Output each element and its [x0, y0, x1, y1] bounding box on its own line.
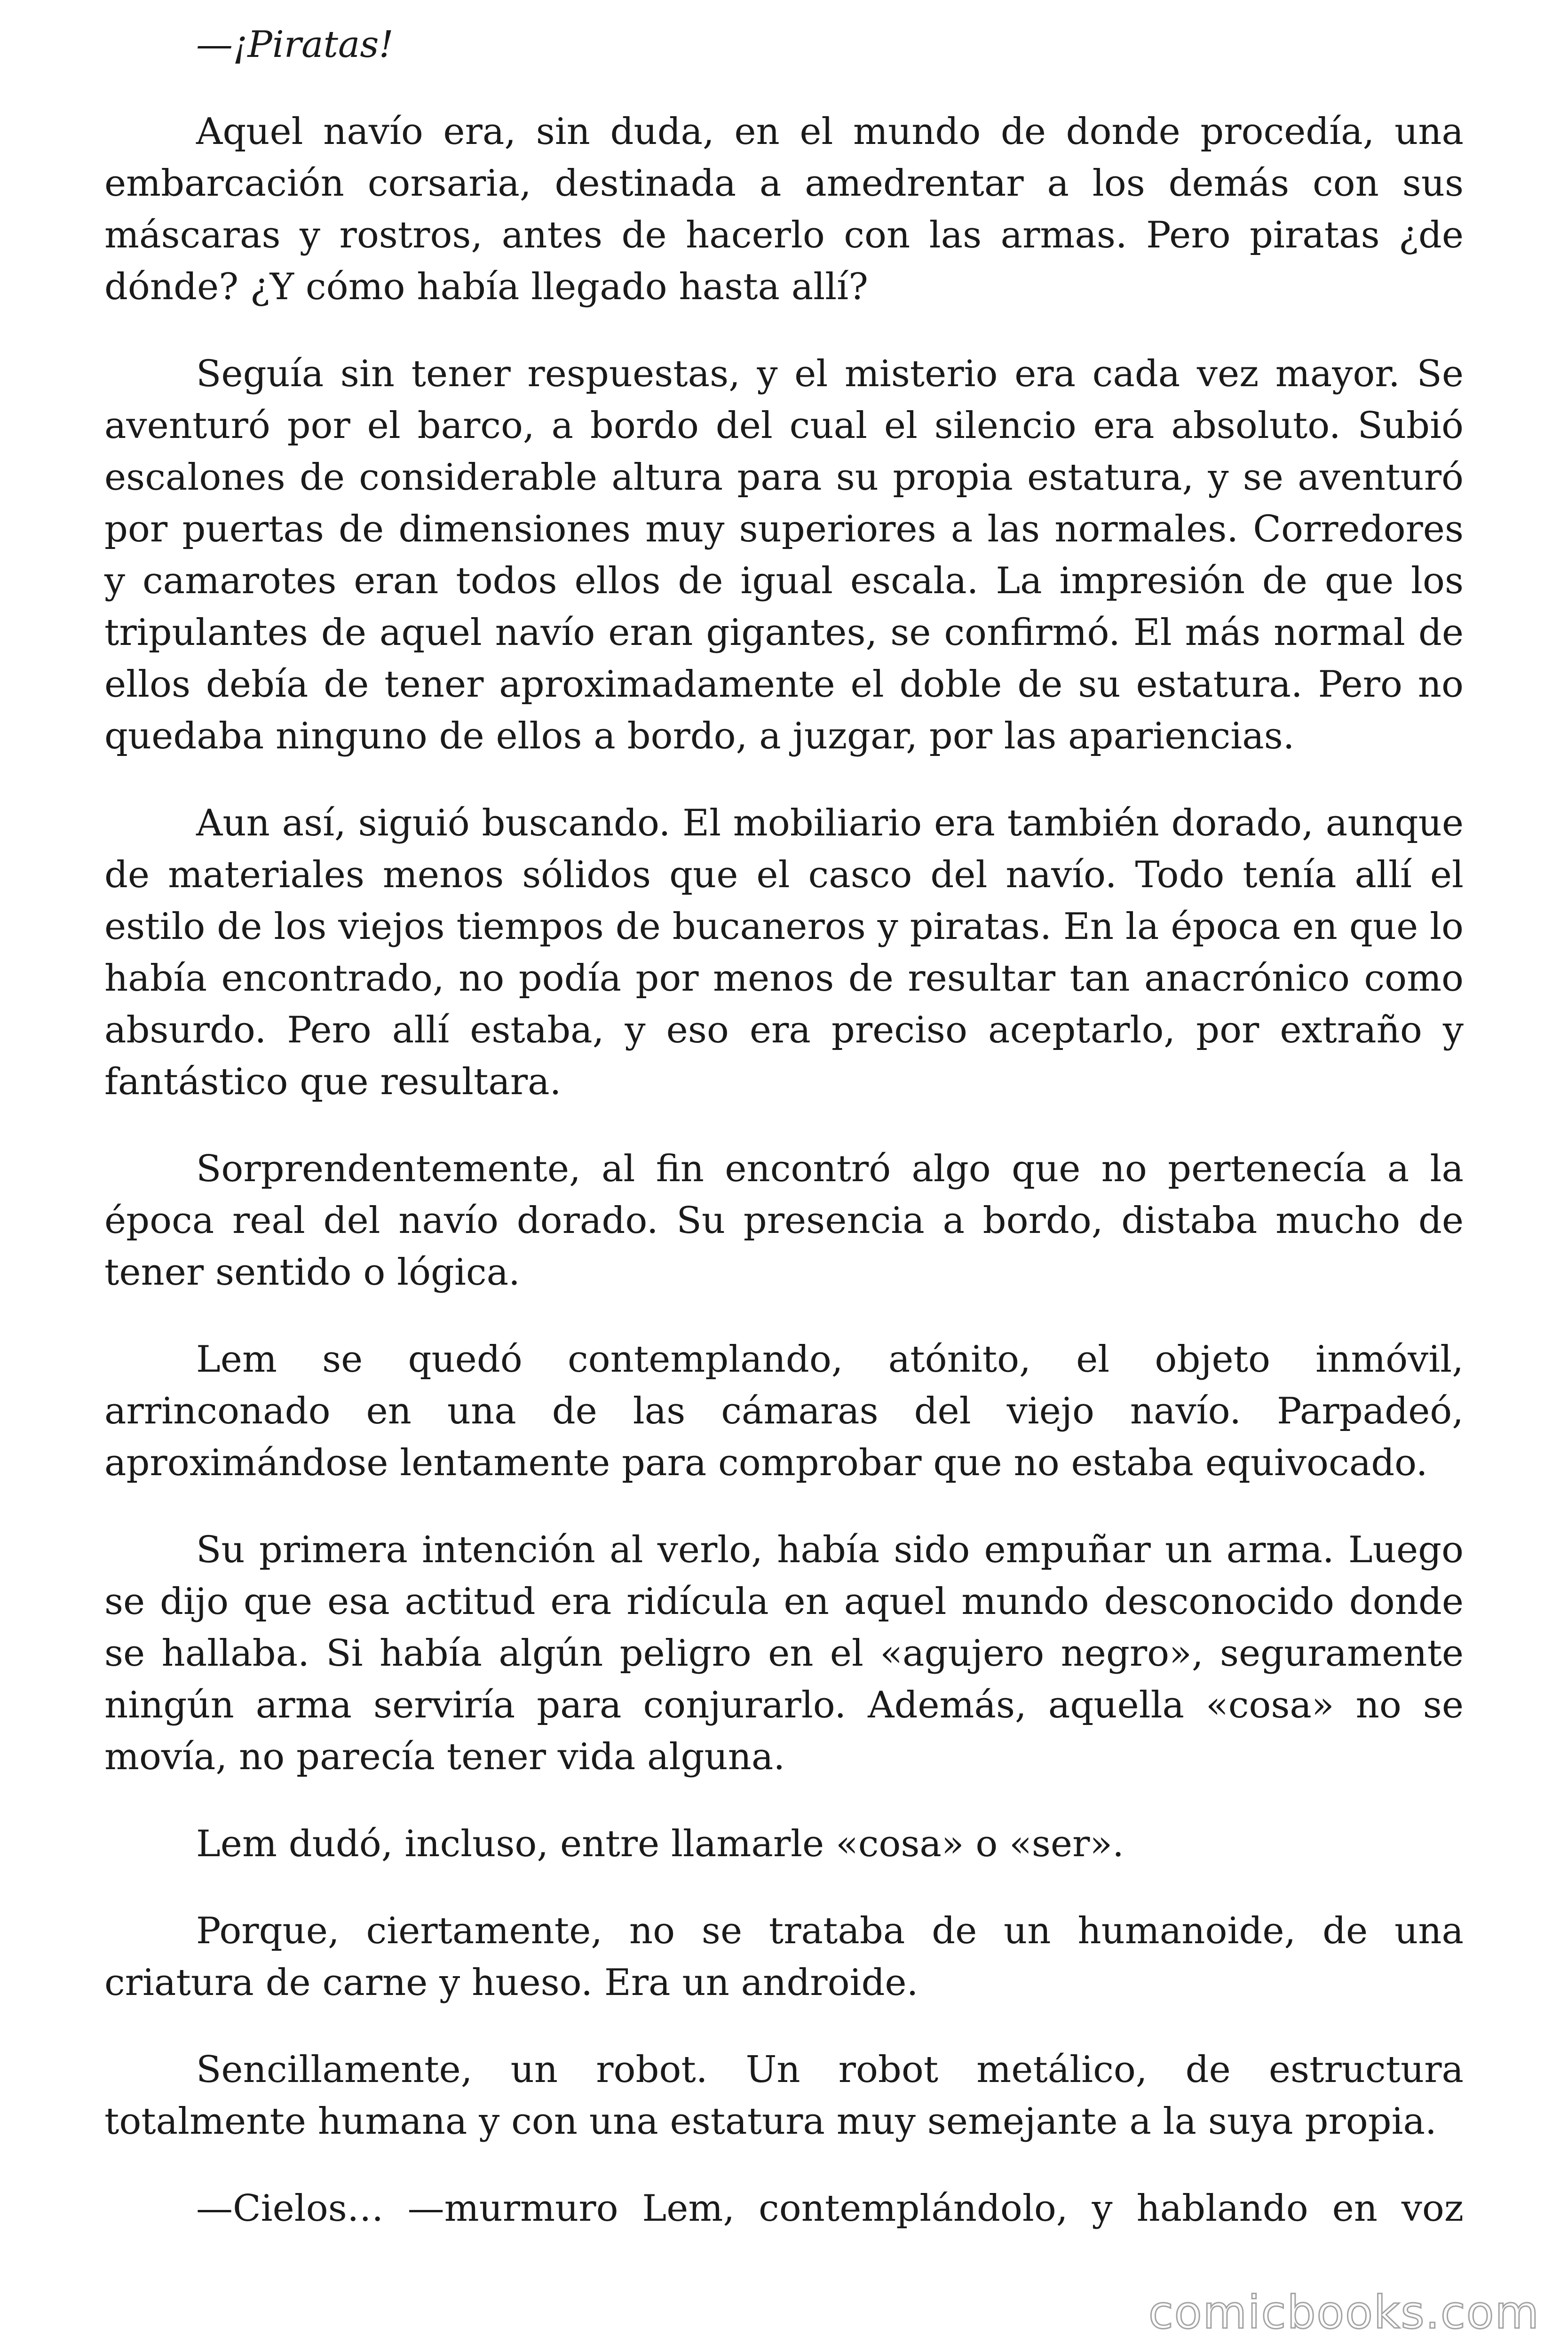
paragraph: Sorprendentemente, al fin encontró algo que no pertenecía a la época real del navío dorado. Su presencia a bordo, distaba mucho de tener sentido o lógica.	[104, 1148, 1464, 1294]
paragraph: Seguía sin tener respuestas, y el misterio era cada vez mayor. Se aventuró por el barco, a bordo del cual el silencio era absoluto. Subió escalones de considerable altura para su propia estatura, y se aventuró por puertas de dimensiones muy superiores a las normales. Corredores y camarotes eran todos ellos de igual escala. La impresión de que los tripulantes de aquel navío eran gigantes, se confirmó. El más normal de ellos debía de tener aproximadamente el doble de su estatura. Pero no quedaba ninguno de ellos a bordo, a juzgar, por las apariencias.	[104, 353, 1464, 757]
paragraph: Lem dudó, incluso, entre llamarle «cosa» o «ser».	[196, 1823, 1124, 1865]
paragraph-continued: —Cielos… —murmuro Lem, contemplándolo, y hablando en voz	[196, 2187, 1464, 2230]
paragraph: Su primera intención al verlo, había sido empuñar un arma. Luego se dijo que esa actitud era ridícula en aquel mundo desconocido donde se hallaba. Si había algún peligro en el «agujero negro», seguramente ningún arma serviría para conjurarlo. Además, aquella «cosa» no se movía, no parecía tener vida alguna.	[104, 1529, 1464, 1778]
watermark-logo: comicbooks.com	[1148, 2286, 1540, 2339]
paragraph: Porque, ciertamente, no se trataba de un humanoide, de una criatura de carne y hueso. Era un androide.	[104, 1910, 1464, 2004]
paragraph: Lem se quedó contemplando, atónito, el objeto inmóvil, arrinconado en una de las cámaras del viejo navío. Parpadeó, aproximándose lentamente para comprobar que no estaba equivocado.	[104, 1338, 1464, 1484]
paragraph-exclamation: —¡Piratas!	[196, 24, 394, 66]
page-body-text	[104, 19, 1464, 2234]
paragraph: Sencillamente, un robot. Un robot metálico, de estructura totalmente humana y con una estatura muy semejante a la suya propia.	[104, 2049, 1464, 2143]
paragraph: Aun así, siguió buscando. El mobiliario era también dorado, aunque de materiales menos sólidos que el casco del navío. Todo tenía allí el estilo de los viejos tiempos de bucaneros y piratas. En la época en que lo había encontrado, no podía por menos de resultar tan anacrónico como absurdo. Pero allí estaba, y eso era preciso aceptarlo, por extraño y fantástico que resultara.	[104, 802, 1464, 1103]
paragraph: Aquel navío era, sin duda, en el mundo de donde procedía, una embarcación corsaria, destinada a amedrentar a los demás con sus máscaras y rostros, antes de hacerlo con las armas. Pero piratas ¿de dónde? ¿Y cómo había llegado hasta allí?	[104, 111, 1464, 308]
